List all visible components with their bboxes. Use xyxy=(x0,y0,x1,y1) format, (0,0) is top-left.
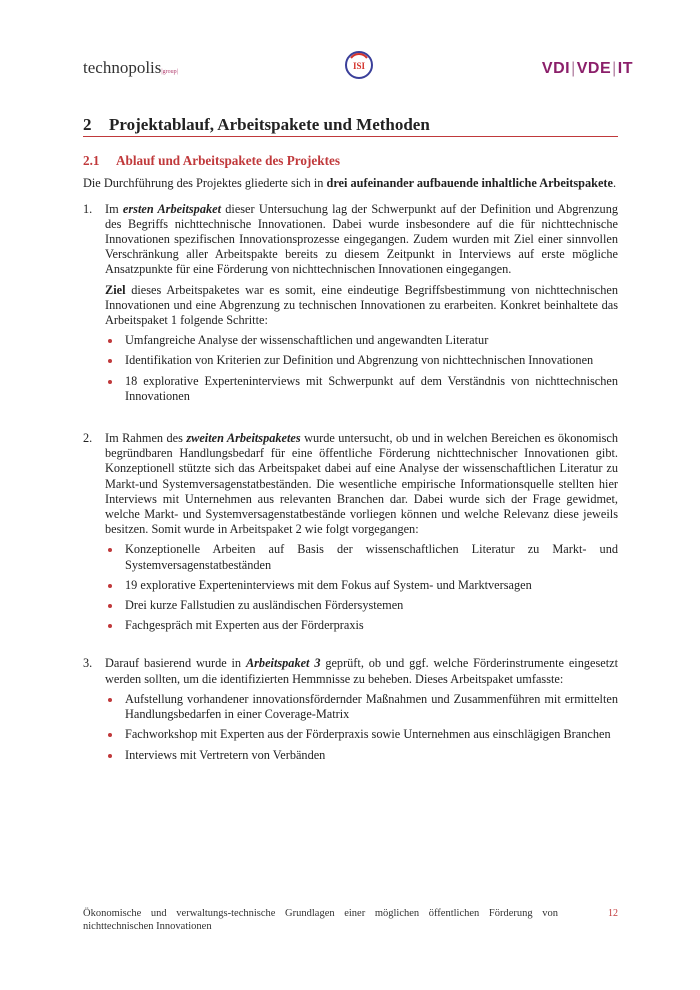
list-item-paragraph: Im Rahmen des zweiten Arbeitspaketes wurde untersucht, ob und in welchen Bereichen es ökonomisch begründbaren Handlungsbedarf für eine öffentliche Förderung nichttechnischer Innovationen gibt. Konzeptionell stützte sich das Arbeitspaket dabei auf eine Analyse der wissenschaftlichen Literatur zu Markt-und Systemversagenstatbeständen. Die wesentliche empirische Informationsquelle stellten hier Interviews mit Unternehmen aus relevanten Branchen dar. Dabei wurde sich der Frage gewidmet, welche Markt- und Systemversagenstatbestände vorliegen können und welche Relevanz diese jeweils besitzen. Somit wurde in Arbeitspaket 2 wie folgt vorgegangen: xyxy=(105,431,619,537)
footer-text: Ökonomische und verwaltungs-technische Grundlagen einer möglichen öffentlichen Förderung von nichttechnischen Innovationen xyxy=(83,908,558,932)
list-item-paragraph: Im ersten Arbeitspaket dieser Untersuchung lag der Schwerpunkt auf der Definition und Abgrenzung des Begriffs nichttechnische Innovationen. Dabei wurde insbesondere auf die für nichttechnische Innovationen spezifischen Innovationsprozesse eingegangen. Zudem wurden mit Ziel einer sinnvollen Verschränkung aller Arbeitspakte bereits zu diesem Zeitpunkt in Interviews auf erste mögliche Ansatzpunkte für eine Förderung von nichttechnischen Innovationen eingegangen. xyxy=(105,201,618,277)
list-item: Fachworkshop mit Experten aus der Förderpraxis sowie Unternehmen aus einschlägigen Branchen xyxy=(105,727,618,742)
list-item-paragraph: Darauf basierend wurde in Arbeitspaket 3 geprüft, ob und ggf. welche Förderinstrumente eingesetzt werden sollten, um die identifizierten Hemmnisse zu beheben. Dieses Arbeitspaket umfasste: xyxy=(105,656,618,686)
work-package-3: 3. Darauf basierend wurde in Arbeitspaket 3 geprüft, ob und ggf. welche Förderinstrumente eingesetzt werden sollten, um die identifizierten Hemmnisse zu beheben. Dieses Arbeitspaket umfasste: Aufstellung vorhandener innovationsfördernder Maßnahmen und Zusammenführen mit ermittelten Handlungsbedarfen in einer Coverage-Matrix Fachworkshop mit Experten aus der Förderpraxis sowie Unternehmen aus einschlägigen Branchen Interviews mit Vertretern von Verbänden xyxy=(83,656,618,762)
svg-text:ISI: ISI xyxy=(352,61,366,71)
list-item-paragraph: Ziel dieses Arbeitspaketes war es somit, eine eindeutige Begriffsbestimmung von nichttechnischen Innovationen und eine Abgrenzung zu technischen Innovationen zu erarbeiten. Konkret beinhaltete das Arbeitspaket 1 folgende Schritte: xyxy=(105,282,618,328)
page-footer xyxy=(83,907,618,933)
intro-paragraph: Die Durchführung des Projektes gliederte sich in drei aufeinander aufbauende inhaltliche Arbeitspakete. xyxy=(83,176,617,191)
bullet-list xyxy=(105,692,618,763)
document-body xyxy=(83,117,618,768)
list-item: Umfangreiche Analyse der wissenschaftlichen und angewandten Literatur xyxy=(105,333,618,348)
isi-logo xyxy=(343,48,375,82)
work-package-list xyxy=(83,202,618,763)
spacer xyxy=(83,409,618,431)
list-item: Identifikation von Kriterien zur Definition und Abgrenzung von nichttechnischen Innovationen xyxy=(105,353,618,368)
bullet-icon xyxy=(108,604,112,608)
list-item: Interviews mit Vertretern von Verbänden xyxy=(105,748,618,763)
bullet-list xyxy=(105,542,618,633)
bullet-icon xyxy=(108,339,112,343)
subsection-heading: 2.1 Ablauf und Arbeitspakete des Projektes xyxy=(83,153,340,169)
work-package-1: 1. Im ersten Arbeitspaket dieser Untersuchung lag der Schwerpunkt auf der Definition und Abgrenzung des Begriffs nichttechnische Innovationen. Dabei wurde insbesondere auf die für nichttechnische Innovationen spezifischen Innovationsprozesse eingegangen. Zudem wurden mit Ziel einer sinnvollen Verschränkung aller Arbeitspakte bereits zu diesem Zeitpunkt in Interviews auf erste mögliche Ansatzpunkte für eine Förderung von nichttechnischen Innovationen eingegangen. Ziel dieses Arbeitspaketes war es somit, eine eindeutige Begriffsbestimmung von nichttechnischen Innovationen und eine Abgrenzung zu technischen Innovationen zu erarbeiten. Konkret beinhaltete das Arbeitspaket 1 folgende Schritte: Umfangreiche Analyse der wissenschaftlichen und angewandten Literatur Identifikation von Kriterien zur Definition und Abgrenzung von nichttechnischen Innovationen 18 explorative Experteninterviews mit Schwerpunkt auf dem Verständnis von nichttechnischen Innovationen xyxy=(83,201,618,403)
list-item: Fachgespräch mit Experten aus der Förderpraxis xyxy=(105,618,618,633)
bullet-icon xyxy=(108,733,112,737)
page-header xyxy=(83,48,633,88)
list-item: 18 explorative Experteninterviews mit Schwerpunkt auf dem Verständnis von nichttechnischen Innovationen xyxy=(105,374,618,404)
bullet-icon xyxy=(108,359,112,363)
technopolis-logo: technopolis|group| xyxy=(83,58,178,77)
bullet-icon xyxy=(108,548,112,552)
bullet-icon xyxy=(108,754,112,758)
bullet-icon xyxy=(108,698,112,702)
page-number: 12 xyxy=(608,908,618,919)
bullet-icon xyxy=(108,380,112,384)
list-item: Drei kurze Fallstudien zu ausländischen Fördersystemen xyxy=(105,598,618,613)
section-heading: 2 Projektablauf, Arbeitspakete und Methoden xyxy=(83,117,618,137)
bullet-list xyxy=(105,333,618,404)
list-item: 19 explorative Experteninterviews mit dem Fokus auf System- und Marktversagen xyxy=(105,578,618,593)
vdi-vde-it-logo: VDI|VDE|IT xyxy=(541,60,633,77)
work-package-2: 2. Im Rahmen des zweiten Arbeitspaketes wurde untersucht, ob und in welchen Bereichen es ökonomisch begründbaren Handlungsbedarf für eine öffentliche Förderung nichttechnischer Innovationen gibt. Konzeptionell stützte sich das Arbeitspaket dabei auf eine Analyse der wissenschaftlichen Literatur zu Markt-und Systemversagenstatbeständen. Die wesentliche empirische Informationsquelle stellten hier Interviews mit Unternehmen aus relevanten Branchen dar. Dabei wurde sich der Frage gewidmet, welche Markt- und Systemversagenstatbestände vorliegen können und welche Relevanz diese jeweils besitzen. Somit wurde in Arbeitspaket 2 wie folgt vorgegangen: Konzeptionelle Arbeiten auf Basis der wissenschaftlichen Literatur zu Markt- und Systemversagenstatbeständen 19 explorative Experteninterviews mit dem Fokus auf System- und Marktversagen Drei kurze Fallstudien zu ausländischen Fördersystemen Fachgespräch mit Experten aus der Förderpraxis xyxy=(83,431,619,633)
bullet-icon xyxy=(108,584,112,588)
list-item: Aufstellung vorhandener innovationsfördernder Maßnahmen und Zusammenführen mit ermittelten Handlungsbedarfen in einer Coverage-Matrix xyxy=(105,692,618,722)
list-item: Konzeptionelle Arbeiten auf Basis der wissenschaftlichen Literatur zu Markt- und Systemversagenstatbeständen xyxy=(105,542,618,572)
bullet-icon xyxy=(108,624,112,628)
spacer xyxy=(83,638,618,656)
